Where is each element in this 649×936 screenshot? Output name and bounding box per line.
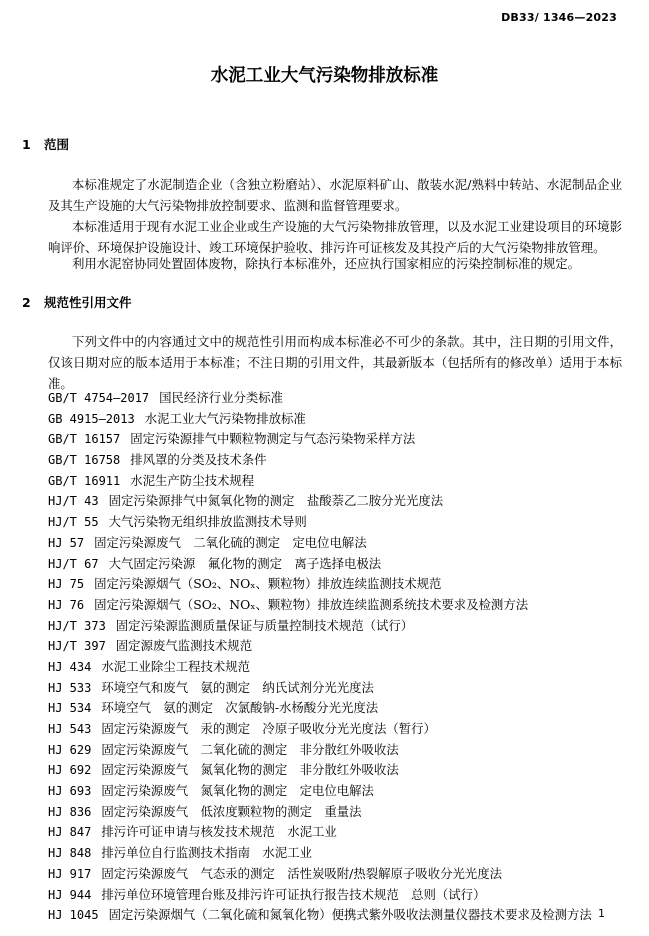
scope-paragraph-1: 本标准规定了水泥制造企业（含独立粉磨站）、水泥原料矿山、散装水泥/熟料中转站、水泥制品企业及其生产设施的大气污染物排放控制要求、监测和监督管理要求。: [48, 177, 622, 213]
reference-item: [48, 533, 592, 554]
reference-title: 固定污染源监测质量保证与质量控制技术规范（试行）: [115, 617, 414, 633]
scope-paragraph-2: 本标准适用于现有水泥工业企业或生产设施的大气污染物排放管理，以及水泥工业建设项目的环境影响评价、环境保护设施设计、竣工环境保护验收、排污许可证核发及其投产后的大气污染物排放管理。: [48, 219, 622, 255]
reference-title: 水泥工业除尘工程技术规范: [101, 658, 251, 674]
page-number: 1: [598, 907, 605, 920]
standard-code: DB33/ 1346—2023: [501, 11, 617, 24]
reference-code: HJ 848: [48, 846, 92, 861]
reference-code: HJ/T 55: [48, 515, 99, 530]
reference-item: [48, 802, 592, 823]
reference-code: HJ/T 373: [48, 618, 106, 633]
reference-item: [48, 616, 592, 637]
reference-item: [48, 678, 592, 699]
section-heading-normative-references: [22, 293, 132, 311]
reference-title: 固定源废气监测技术规范: [115, 638, 253, 654]
reference-item: [48, 719, 592, 740]
section-heading-scope: [22, 135, 69, 153]
reference-code: HJ 944: [48, 887, 92, 902]
reference-item: [48, 512, 592, 533]
reference-item: [48, 657, 592, 678]
reference-item: [48, 409, 592, 430]
reference-item: [48, 388, 592, 409]
reference-code: HJ 534: [48, 701, 92, 716]
reference-title: 排污单位自行监测技术指南 水泥工业: [101, 845, 312, 861]
reference-code: GB/T 16911: [48, 473, 121, 488]
reference-title: 固定污染源废气 二氧化硫的测定 非分散红外吸收法: [101, 741, 399, 757]
reference-title: 固定污染源废气 气态汞的测定 活性炭吸附/热裂解原子吸收分光光度法: [101, 865, 503, 881]
reference-item: [48, 636, 592, 657]
reference-title: 固定污染源排气中颗粒物测定与气态污染物采样方法: [130, 431, 416, 447]
reference-code: HJ 917: [48, 866, 92, 881]
reference-item: [48, 554, 592, 575]
reference-item: [48, 595, 592, 616]
reference-title: 环境空气 氨的测定 次氯酸钠-水杨酸分光光度法: [101, 700, 379, 716]
reference-code: GB 4915—2013: [48, 411, 135, 426]
reference-title: 固定污染源废气 汞的测定 冷原子吸收分光光度法（暂行）: [101, 721, 436, 736]
reference-title: 环境空气和废气 氨的测定 纳氏试剂分光光度法: [101, 679, 374, 695]
section-number: 2: [22, 295, 31, 310]
section-title: 规范性引用文件: [44, 295, 132, 310]
reference-item: [48, 471, 592, 492]
reference-title: 水泥工业大气污染物排放标准: [144, 410, 306, 426]
reference-title: 大气固定污染源 氟化物的测定 离子选择电极法: [108, 555, 382, 571]
reference-item: [48, 450, 592, 471]
reference-code: HJ 76: [48, 597, 85, 612]
reference-title: 固定污染源排气中氮氧化物的测定 盐酸萘乙二胺分光光度法: [108, 493, 444, 509]
reference-item: [48, 781, 592, 802]
reference-title: 排污单位环境管理台账及排污许可证执行报告技术规范 总则（试行）: [101, 886, 486, 902]
reference-code: GB/T 16758: [48, 453, 121, 468]
reference-code: HJ 434: [48, 659, 92, 674]
reference-item: [48, 905, 592, 926]
reference-title: 固定污染源废气 氮氧化物的测定 定电位电解法: [101, 783, 374, 799]
reference-code: HJ/T 43: [48, 494, 99, 509]
reference-title: 国民经济行业分类标准: [159, 390, 284, 405]
reference-item: [48, 429, 592, 450]
document-title: 水泥工业大气污染物排放标准: [210, 66, 439, 86]
reference-title: 大气污染物无组织排放监测技术导则: [108, 514, 307, 530]
reference-title: 固定污染源废气 低浓度颗粒物的测定 重量法: [101, 803, 362, 819]
reference-code: HJ 847: [48, 825, 92, 840]
reference-item: [48, 885, 592, 906]
reference-code: HJ 692: [48, 763, 92, 778]
reference-code: HJ 57: [48, 535, 85, 550]
reference-code: HJ 533: [48, 680, 92, 695]
reference-code: HJ/T 67: [48, 556, 99, 571]
reference-code: HJ 693: [48, 784, 92, 799]
reference-code: HJ 1045: [48, 908, 99, 923]
reference-item: [48, 740, 592, 761]
reference-title: 固定污染源烟气（SO₂、NOₓ、颗粒物）排放连续监测系统技术要求及检测方法: [94, 596, 529, 612]
reference-code: HJ 75: [48, 577, 85, 592]
reference-list: [48, 388, 592, 926]
reference-code: HJ 629: [48, 742, 92, 757]
reference-item: [48, 864, 592, 885]
reference-code: HJ/T 397: [48, 639, 106, 654]
reference-title: 固定污染源烟气（二氧化硫和氮氧化物）便携式紫外吸收法测量仪器技术要求及检测方法: [108, 907, 592, 923]
reference-title: 固定污染源烟气（SO₂、NOₓ、颗粒物）排放连续监测技术规范: [94, 576, 442, 592]
section-number: 1: [22, 137, 31, 152]
reference-title: 水泥生产防尘技术规程: [130, 472, 255, 488]
reference-code: HJ 836: [48, 804, 92, 819]
reference-item: [48, 822, 592, 843]
reference-code: GB/T 4754—2017: [48, 391, 150, 405]
reference-title: 排风罩的分类及技术条件: [130, 452, 267, 468]
reference-code: GB/T 16157: [48, 432, 121, 447]
reference-title: 固定污染源废气 二氧化硫的测定 定电位电解法: [94, 534, 367, 550]
reference-item: [48, 760, 592, 781]
references-intro-paragraph: 下列文件中的内容通过文中的规范性引用而构成本标准必不可少的条款。其中，注日期的引用文件，仅该日期对应的版本适用于本标准；不注日期的引用文件，其最新版本（包括所有的修改单）适用于本标准。: [48, 334, 622, 391]
scope-paragraph-3: 利用水泥窑协同处置固体废物，除执行本标准外，还应执行国家相应的污染控制标准的规定。: [72, 256, 581, 271]
reference-item: [48, 574, 592, 595]
reference-item: [48, 491, 592, 512]
reference-title: 排污许可证申请与核发技术规范 水泥工业: [101, 824, 337, 840]
section-title: 范围: [44, 137, 70, 152]
reference-code: HJ 543: [48, 722, 92, 736]
reference-title: 固定污染源废气 氮氧化物的测定 非分散红外吸收法: [101, 762, 399, 778]
reference-item: [48, 698, 592, 719]
reference-item: [48, 843, 592, 864]
